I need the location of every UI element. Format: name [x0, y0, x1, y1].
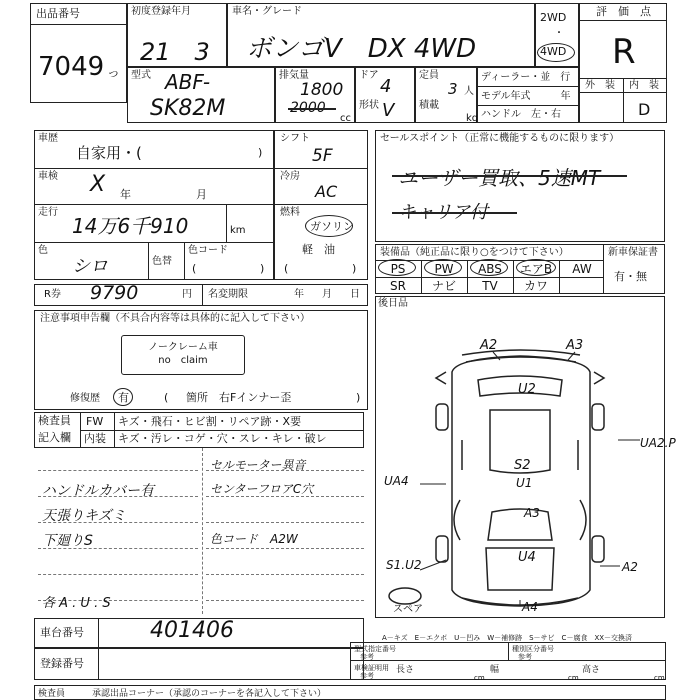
- mark-u2: U2: [518, 382, 536, 397]
- doors-value: 4: [380, 76, 392, 97]
- mileage-label: 走行: [38, 207, 58, 218]
- auction-sheet: 出品番号 7049 っ 初度登録年月 21 3 車名・グレード ボンゴV DX 4WD 2WD ・ 4WD 評 価 点 R 外 装 内 装 D 型式 ABF- SK82M 排気量 1800 2000 cc ドア 4 形状 V 定員 3 人 積載 kg ディーラー・並 行 モデル年式 年 ハンドル 左・右 車歴 自家用・( ) 車検 X 年 月 走行 14万6千910 km 色 シロ 色替 色コード ( ) シフト 5F 冷房 AC 燃料 ガソリン 軽 油 ( ) セールスポイント（正常に機能するものに限ります） ユーザー買取、5速MT キャリア付 装備品（純正品に限り○をつけて下さい） 新車保証書 有・無 PS PW ABS エアB AW SR ナビ TV カワ R券 9790 円 名変期限 年 月 日 注意事項申告欄（不具合内容等は具体的に記入して下さい） ノークレーム車 no claim 修復歴 有 箇所 右Fインナー歪 ( ) 検査員 記入欄 FW キズ・飛石・ヒビ割・リペア跡・X要 内装 キズ・汚レ・コゲ・穴・スレ・キレ・破レ ハンドルカバー有 天張りキズミ 下廻りS 各 A . U . S セルモーター異音 センターフロアC穴 色コード A2W 後日品 A2 A3 U2 UA2.P UA4 S2 U1 A3 U4 S1.U2 A2 A4 スペア 車台番号 401406 登録番号 A－キズ E－エクボ U－凹み W－補修跡 S－サビ C－腐食 XX－交換済 型式指定番号 参考 種別区分番号 参考 車検証明用 参考 長さ cm 幅 cm 高さ cm 検査員 承認出品コーナー（承認のコーナーを各記入して下さい）: [0, 0, 700, 700]
- model-year-label: モデル年式 年: [481, 91, 571, 102]
- inspection-mark: X: [90, 172, 106, 197]
- reg-label: 登録番号: [40, 657, 84, 670]
- color-value: シロ: [72, 256, 108, 277]
- displacement-struck: 2000: [290, 100, 326, 116]
- lot-number: 7049: [38, 52, 105, 82]
- drive-4wd: 4WD: [540, 45, 567, 58]
- comment-left-3: 下廻りS: [42, 533, 93, 549]
- notes-label: 注意事項申告欄（不具合内容等は具体的に記入して下さい）: [40, 313, 310, 324]
- comment-left-2: 天張りキズミ: [42, 508, 126, 524]
- mark-s1u2: S1.U2: [386, 558, 422, 572]
- load-unit: kg: [466, 113, 479, 124]
- capacity-label: 定員: [419, 70, 439, 81]
- warranty-value: 有・無: [614, 270, 647, 283]
- inspection-label: 車検: [38, 171, 58, 182]
- mark-s2: S2: [514, 458, 531, 473]
- dealer-label: ディーラー・並 行: [481, 72, 571, 83]
- chassis-label: 車台番号: [40, 626, 84, 639]
- equip-leather: カワ: [523, 279, 548, 293]
- equip-navi: ナビ: [431, 279, 456, 293]
- no-claim-stamp: ノークレーム車 no claim: [121, 335, 245, 375]
- shape-value: V: [382, 100, 395, 121]
- interior-label: 内 装: [629, 80, 659, 91]
- exterior-label: 外 装: [585, 80, 615, 91]
- color-label: 色: [38, 245, 48, 256]
- comment-right-1: セルモーター異音: [210, 458, 306, 472]
- equip-ps: PS: [390, 262, 406, 276]
- comment-left-1: ハンドルカバー有: [42, 483, 154, 499]
- type-value-2: SK82M: [150, 96, 226, 121]
- comment-right-2: センターフロアC穴: [210, 482, 314, 496]
- equip-sr: SR: [390, 279, 406, 293]
- history-label: 車歴: [38, 133, 58, 144]
- equip-airbag: エアB: [519, 262, 553, 276]
- inspector-row2: キズ・汚レ・コゲ・穴・スレ・キレ・破レ: [118, 432, 327, 445]
- legend: A－キズ E－エクボ U－凹み W－補修跡 S－サビ C－腐食 XX－交換済: [382, 634, 633, 642]
- mark-ua4: UA4: [384, 474, 409, 488]
- load-label: 積載: [419, 100, 439, 111]
- doors-label: ドア: [359, 70, 379, 81]
- mark-a3-top: A3: [566, 338, 584, 353]
- spec-no-label: 型式指定番号: [354, 645, 396, 653]
- equip-aw: AW: [572, 262, 592, 276]
- handle-label: ハンドル 左・右: [481, 109, 561, 120]
- eval-label: 評 価 点: [596, 5, 651, 18]
- type-value-1: ABF-: [165, 70, 211, 94]
- chassis-value: 401406: [150, 618, 234, 643]
- sales-point-line1: ユーザー買取、5速MT: [398, 166, 601, 190]
- displacement-label: 排気量: [279, 70, 309, 81]
- shift-label: シフト: [280, 133, 310, 144]
- inspector-row1: キズ・飛石・ヒビ割・リペア跡・X要: [118, 415, 302, 428]
- capacity-value: 3: [448, 80, 458, 98]
- fuel-gas-circle: [305, 215, 353, 237]
- inspector-fw: FW: [86, 415, 104, 428]
- model-value: ボンゴV DX 4WD: [246, 34, 477, 64]
- comment-left-6: 各 A . U . S: [42, 596, 111, 611]
- mark-a2-rear: A2: [622, 560, 638, 574]
- displacement-value: 1800: [300, 80, 344, 100]
- rear-label: 後日品: [378, 298, 408, 309]
- equipment-label: 装備品（純正品に限り○をつけて下さい）: [380, 247, 569, 258]
- first-reg-label: 初度登録年月: [131, 6, 191, 17]
- drive-4wd-circle: [537, 43, 575, 62]
- recycle-value: 9790: [90, 282, 139, 304]
- sales-point-label: セールスポイント（正常に機能するものに限ります）: [380, 133, 620, 144]
- type-label: 型式: [131, 70, 151, 81]
- color-change-label: 色替: [152, 256, 172, 267]
- shift-value: 5F: [312, 146, 333, 166]
- interior-grade: D: [638, 100, 651, 119]
- mileage-value: 14万6千910: [72, 214, 189, 238]
- cert-label: 車検証明用: [354, 664, 389, 672]
- ac-label: 冷房: [280, 171, 300, 182]
- inspector-interior: 内装: [84, 432, 106, 445]
- color-code-label: 色コード: [188, 245, 228, 256]
- first-reg-value: 21 3: [140, 38, 210, 66]
- model-label: 車名・グレード: [232, 6, 302, 17]
- repair-mark: 有: [118, 391, 129, 404]
- equip-tv: TV: [482, 279, 498, 293]
- fuel-diesel: 軽 油: [302, 243, 335, 256]
- name-change-label: 名変期限: [208, 289, 248, 300]
- sales-point-line2: キャリア付: [398, 202, 488, 223]
- shape-label: 形状: [359, 100, 379, 111]
- fuel-label: 燃料: [280, 207, 300, 218]
- bottom-label: 検査員: [38, 689, 66, 699]
- fuel-gas: ガソリン: [310, 220, 354, 233]
- repair-label: 修復歴: [70, 393, 100, 404]
- inspector-label-1: 検査員: [38, 414, 71, 427]
- history-value: 自家用・(: [76, 144, 142, 162]
- mark-u1: U1: [516, 476, 533, 490]
- recycle-box: [34, 284, 368, 306]
- mark-u4: U4: [518, 550, 536, 565]
- mark-ua2p: UA2.P: [640, 436, 676, 450]
- inspector-label-2: 記入欄: [38, 431, 71, 444]
- equip-abs: ABS: [478, 262, 502, 276]
- ac-value: AC: [315, 182, 338, 201]
- repair-location: 箇所 右Fインナー歪: [186, 391, 292, 404]
- lot-label: 出品番号: [36, 7, 80, 20]
- capacity-unit: 人: [464, 86, 474, 97]
- spare-label: スペア: [393, 604, 423, 615]
- equip-pw: PW: [434, 262, 454, 276]
- drive-2wd: 2WD: [540, 11, 567, 24]
- recycle-label: R券: [44, 289, 61, 300]
- displacement-unit: cc: [340, 113, 351, 124]
- comment-right-4: 色コード A2W: [210, 532, 298, 546]
- eval-value: R: [612, 32, 636, 72]
- warranty-label: 新車保証書: [608, 247, 658, 258]
- mark-a4: A4: [522, 600, 538, 614]
- class-label: 種別区分番号: [512, 645, 554, 653]
- mark-a3-rear: A3: [524, 506, 540, 520]
- mark-a2-top: A2: [480, 338, 498, 353]
- bottom-note: 承認出品コーナー（承認のコーナーを各記入して下さい）: [92, 689, 327, 699]
